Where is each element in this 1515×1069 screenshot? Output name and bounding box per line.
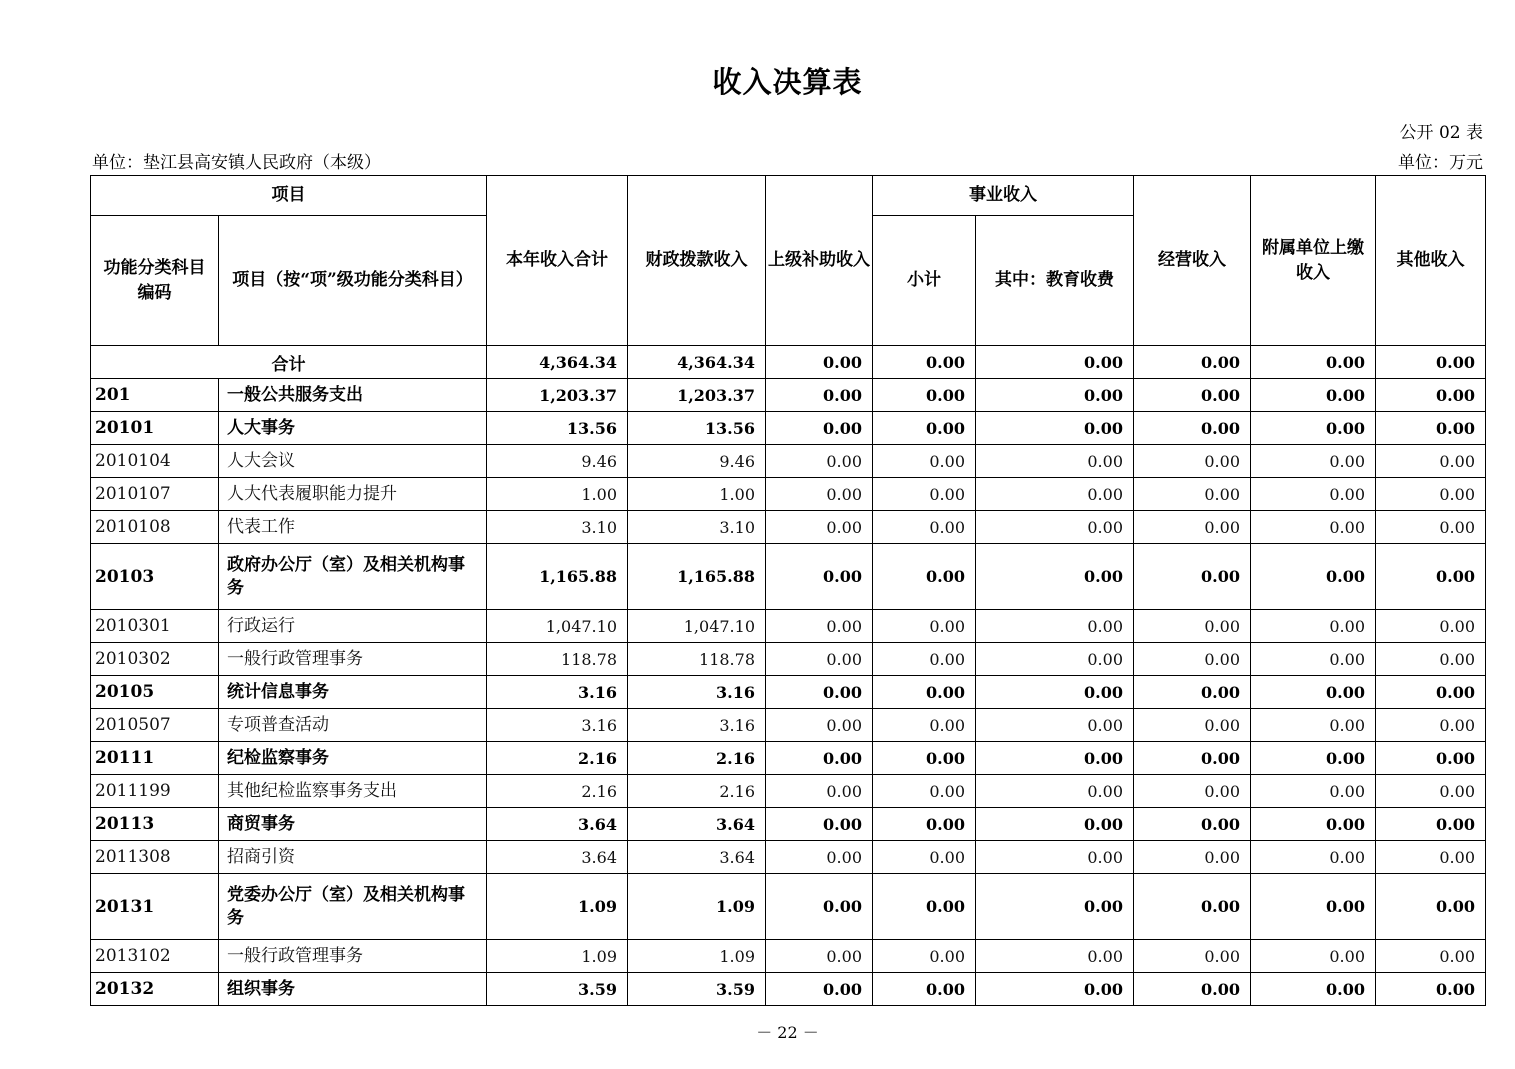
value-cell: 3.64 — [628, 841, 766, 874]
function-code-cell: 2013102 — [91, 940, 219, 973]
value-cell: 0.00 — [1134, 742, 1251, 775]
header-total-income: 本年收入合计 — [487, 176, 628, 346]
value-cell: 0.00 — [1376, 544, 1486, 610]
value-cell: 1.09 — [628, 874, 766, 940]
header-other-income: 其他收入 — [1376, 176, 1486, 346]
header-subtotal: 小计 — [873, 216, 976, 346]
value-cell: 0.00 — [766, 709, 873, 742]
value-cell: 0.00 — [1134, 445, 1251, 478]
header-fiscal-allocation-income: 财政拨款收入 — [628, 176, 766, 346]
table-row — [91, 676, 1486, 709]
function-code-cell: 20103 — [91, 544, 219, 610]
value-cell: 0.00 — [976, 808, 1134, 841]
value-cell: 0.00 — [873, 412, 976, 445]
value-cell: 0.00 — [1376, 841, 1486, 874]
value-cell: 0.00 — [873, 874, 976, 940]
value-cell: 0.00 — [1134, 808, 1251, 841]
project-name-cell: 一般行政管理事务 — [219, 940, 487, 973]
project-name-cell: 统计信息事务 — [219, 676, 487, 709]
value-cell: 0.00 — [766, 676, 873, 709]
value-cell: 2.16 — [628, 742, 766, 775]
table-row — [91, 940, 1486, 973]
value-cell: 0.00 — [1376, 742, 1486, 775]
value-cell: 0.00 — [976, 874, 1134, 940]
value-cell: 0.00 — [976, 973, 1134, 1006]
value-cell: 0.00 — [873, 709, 976, 742]
value-cell: 0.00 — [766, 544, 873, 610]
page-title: 收入决算表 — [712, 65, 863, 99]
header-function-code — [91, 216, 219, 346]
value-cell: 0.00 — [873, 808, 976, 841]
value-cell: 0.00 — [976, 511, 1134, 544]
value-cell: 0.00 — [1376, 709, 1486, 742]
value-cell: 1,203.37 — [487, 379, 628, 412]
value-cell: 0.00 — [766, 445, 873, 478]
value-cell: 0.00 — [766, 643, 873, 676]
row-total-label-cell: 合计 — [91, 346, 487, 379]
value-cell: 0.00 — [766, 379, 873, 412]
value-cell: 0.00 — [976, 544, 1134, 610]
value-cell: 9.46 — [487, 445, 628, 478]
value-cell: 1.00 — [628, 478, 766, 511]
value-cell: 0.00 — [766, 742, 873, 775]
value-cell: 3.64 — [487, 808, 628, 841]
reporting-unit-label: 单位：垫江县高安镇人民政府（本级） — [92, 153, 381, 173]
value-cell: 0.00 — [766, 511, 873, 544]
table-header — [91, 176, 1486, 346]
value-cell: 1,165.88 — [628, 544, 766, 610]
value-cell: 3.16 — [628, 709, 766, 742]
value-cell: 0.00 — [976, 742, 1134, 775]
value-cell: 0.00 — [976, 379, 1134, 412]
value-cell: 0.00 — [1251, 841, 1376, 874]
table-body — [91, 346, 1486, 1006]
value-cell: 2.16 — [487, 742, 628, 775]
value-cell: 0.00 — [873, 676, 976, 709]
header-education-fee: 其中：教育收费 — [976, 216, 1134, 346]
value-cell: 4,364.34 — [628, 346, 766, 379]
project-name-cell: 一般公共服务支出 — [219, 379, 487, 412]
value-cell: 0.00 — [766, 841, 873, 874]
value-cell: 0.00 — [1376, 973, 1486, 1006]
value-cell: 0.00 — [976, 940, 1134, 973]
table-row — [91, 610, 1486, 643]
value-cell: 0.00 — [1251, 709, 1376, 742]
value-cell: 0.00 — [1134, 544, 1251, 610]
value-cell: 0.00 — [766, 940, 873, 973]
table-row — [91, 544, 1486, 610]
value-cell: 0.00 — [1376, 643, 1486, 676]
value-cell: 0.00 — [1376, 775, 1486, 808]
value-cell: 118.78 — [487, 643, 628, 676]
value-cell: 13.56 — [628, 412, 766, 445]
value-cell: 0.00 — [1376, 478, 1486, 511]
value-cell: 0.00 — [1251, 874, 1376, 940]
value-cell: 0.00 — [976, 676, 1134, 709]
value-cell: 3.64 — [487, 841, 628, 874]
project-name-cell: 专项普查活动 — [219, 709, 487, 742]
value-cell: 0.00 — [766, 808, 873, 841]
value-cell: 0.00 — [873, 841, 976, 874]
function-code-cell: 20131 — [91, 874, 219, 940]
value-cell: 0.00 — [766, 973, 873, 1006]
table-row — [91, 973, 1486, 1006]
value-cell: 0.00 — [766, 610, 873, 643]
header-function-code-line2: 编码 — [137, 282, 172, 303]
value-cell: 0.00 — [873, 544, 976, 610]
function-code-cell: 20113 — [91, 808, 219, 841]
project-name-cell: 一般行政管理事务 — [219, 643, 487, 676]
header-affiliated-line2: 收入 — [1296, 262, 1330, 283]
value-cell: 0.00 — [1251, 511, 1376, 544]
value-cell: 0.00 — [976, 412, 1134, 445]
function-code-cell: 2010108 — [91, 511, 219, 544]
value-cell: 0.00 — [873, 643, 976, 676]
value-cell: 0.00 — [976, 478, 1134, 511]
value-cell: 0.00 — [873, 610, 976, 643]
project-name-cell: 党委办公厅（室）及相关机构事务 — [219, 874, 487, 940]
value-cell: 0.00 — [1134, 709, 1251, 742]
value-cell: 0.00 — [1251, 742, 1376, 775]
value-cell: 0.00 — [1376, 412, 1486, 445]
table-row — [91, 511, 1486, 544]
table-row — [91, 874, 1486, 940]
value-cell: 3.16 — [487, 709, 628, 742]
value-cell: 0.00 — [1251, 610, 1376, 643]
value-cell: 0.00 — [1376, 874, 1486, 940]
value-cell: 0.00 — [976, 709, 1134, 742]
value-cell: 0.00 — [766, 874, 873, 940]
value-cell: 0.00 — [1134, 511, 1251, 544]
value-cell: 0.00 — [1251, 973, 1376, 1006]
value-cell: 3.59 — [487, 973, 628, 1006]
value-cell: 2.16 — [628, 775, 766, 808]
value-cell: 0.00 — [1134, 379, 1251, 412]
project-name-cell: 招商引资 — [219, 841, 487, 874]
function-code-cell: 20105 — [91, 676, 219, 709]
value-cell: 0.00 — [976, 643, 1134, 676]
value-cell: 0.00 — [976, 610, 1134, 643]
project-name-cell: 组织事务 — [219, 973, 487, 1006]
value-cell: 3.16 — [487, 676, 628, 709]
value-cell: 0.00 — [976, 346, 1134, 379]
value-cell: 3.10 — [487, 511, 628, 544]
project-name-cell: 人大会议 — [219, 445, 487, 478]
table-row — [91, 808, 1486, 841]
project-name-cell: 纪检监察事务 — [219, 742, 487, 775]
table-row — [91, 346, 1486, 379]
value-cell: 0.00 — [1251, 544, 1376, 610]
value-cell: 0.00 — [766, 478, 873, 511]
value-cell: 0.00 — [1376, 676, 1486, 709]
value-cell: 0.00 — [1134, 676, 1251, 709]
value-cell: 0.00 — [1134, 643, 1251, 676]
function-code-cell: 20132 — [91, 973, 219, 1006]
value-cell: 1.00 — [487, 478, 628, 511]
value-cell: 0.00 — [873, 346, 976, 379]
table-row — [91, 445, 1486, 478]
value-cell: 0.00 — [873, 775, 976, 808]
value-cell: 3.16 — [628, 676, 766, 709]
value-cell: 0.00 — [1134, 940, 1251, 973]
value-cell: 3.59 — [628, 973, 766, 1006]
function-code-cell: 2011308 — [91, 841, 219, 874]
value-cell: 0.00 — [873, 511, 976, 544]
value-cell: 0.00 — [1376, 511, 1486, 544]
value-cell: 0.00 — [1134, 775, 1251, 808]
header-operating-income: 经营收入 — [1134, 176, 1251, 346]
table-row — [91, 643, 1486, 676]
value-cell: 0.00 — [1134, 610, 1251, 643]
project-name-cell: 行政运行 — [219, 610, 487, 643]
value-cell: 1.09 — [628, 940, 766, 973]
value-cell: 0.00 — [873, 445, 976, 478]
function-code-cell: 20111 — [91, 742, 219, 775]
table-row — [91, 412, 1486, 445]
value-cell: 13.56 — [487, 412, 628, 445]
value-cell: 0.00 — [1376, 940, 1486, 973]
value-cell: 0.00 — [766, 346, 873, 379]
value-cell: 0.00 — [766, 775, 873, 808]
value-cell: 0.00 — [873, 973, 976, 1006]
currency-unit-label: 单位：万元 — [1398, 153, 1483, 173]
value-cell: 0.00 — [1251, 445, 1376, 478]
value-cell: 0.00 — [1251, 775, 1376, 808]
value-cell: 1.09 — [487, 940, 628, 973]
value-cell: 0.00 — [766, 412, 873, 445]
value-cell: 3.64 — [628, 808, 766, 841]
value-cell: 0.00 — [873, 379, 976, 412]
value-cell: 118.78 — [628, 643, 766, 676]
header-affiliated-units-income — [1251, 176, 1376, 346]
value-cell: 0.00 — [1134, 478, 1251, 511]
value-cell: 1,047.10 — [628, 610, 766, 643]
project-name-cell: 商贸事务 — [219, 808, 487, 841]
value-cell: 0.00 — [976, 445, 1134, 478]
table-tag-label: 公开 02 表 — [1399, 123, 1483, 143]
header-business-income-group: 事业收入 — [873, 176, 1134, 216]
value-cell: 2.16 — [487, 775, 628, 808]
value-cell: 4,364.34 — [487, 346, 628, 379]
header-project-group: 项目 — [91, 176, 487, 216]
header-function-code-line1: 功能分类科目 — [103, 257, 206, 278]
table-row — [91, 379, 1486, 412]
value-cell: 0.00 — [1251, 346, 1376, 379]
function-code-cell: 201 — [91, 379, 219, 412]
value-cell: 0.00 — [976, 775, 1134, 808]
table-row — [91, 478, 1486, 511]
table-row — [91, 742, 1486, 775]
function-code-cell: 2010107 — [91, 478, 219, 511]
value-cell: 0.00 — [1134, 841, 1251, 874]
table-row — [91, 709, 1486, 742]
value-cell: 0.00 — [1251, 808, 1376, 841]
project-name-cell: 政府办公厅（室）及相关机构事务 — [219, 544, 487, 610]
header-project-detail: 项目（按“项”级功能分类科目） — [219, 216, 487, 346]
value-cell: 0.00 — [1134, 874, 1251, 940]
value-cell: 0.00 — [1376, 808, 1486, 841]
function-code-cell: 2010301 — [91, 610, 219, 643]
value-cell: 0.00 — [873, 742, 976, 775]
table-row — [91, 841, 1486, 874]
project-name-cell: 代表工作 — [219, 511, 487, 544]
project-name-cell: 人大代表履职能力提升 — [219, 478, 487, 511]
value-cell: 0.00 — [873, 940, 976, 973]
value-cell: 3.10 — [628, 511, 766, 544]
income-final-accounts-table — [90, 175, 1486, 1006]
value-cell: 9.46 — [628, 445, 766, 478]
project-name-cell: 人大事务 — [219, 412, 487, 445]
table-row — [91, 775, 1486, 808]
value-cell: 0.00 — [1134, 412, 1251, 445]
project-name-cell: 其他纪检监察事务支出 — [219, 775, 487, 808]
value-cell: 0.00 — [873, 478, 976, 511]
value-cell: 0.00 — [1376, 445, 1486, 478]
function-code-cell: 2010507 — [91, 709, 219, 742]
function-code-cell: 2010302 — [91, 643, 219, 676]
value-cell: 0.00 — [1376, 610, 1486, 643]
value-cell: 1.09 — [487, 874, 628, 940]
value-cell: 0.00 — [976, 841, 1134, 874]
value-cell: 0.00 — [1376, 379, 1486, 412]
value-cell: 0.00 — [1251, 676, 1376, 709]
value-cell: 0.00 — [1251, 478, 1376, 511]
value-cell: 1,047.10 — [487, 610, 628, 643]
value-cell: 1,165.88 — [487, 544, 628, 610]
page-number: － 22 － — [756, 1023, 819, 1042]
value-cell: 1,203.37 — [628, 379, 766, 412]
value-cell: 0.00 — [1251, 940, 1376, 973]
value-cell: 0.00 — [1134, 346, 1251, 379]
value-cell: 0.00 — [1251, 412, 1376, 445]
value-cell: 0.00 — [1134, 973, 1251, 1006]
header-affiliated-line1: 附属单位上缴 — [1262, 237, 1364, 258]
header-superior-subsidy-income: 上级补助收入 — [766, 176, 873, 346]
value-cell: 0.00 — [1251, 379, 1376, 412]
function-code-cell: 2011199 — [91, 775, 219, 808]
value-cell: 0.00 — [1251, 643, 1376, 676]
function-code-cell: 2010104 — [91, 445, 219, 478]
value-cell: 0.00 — [1376, 346, 1486, 379]
function-code-cell: 20101 — [91, 412, 219, 445]
